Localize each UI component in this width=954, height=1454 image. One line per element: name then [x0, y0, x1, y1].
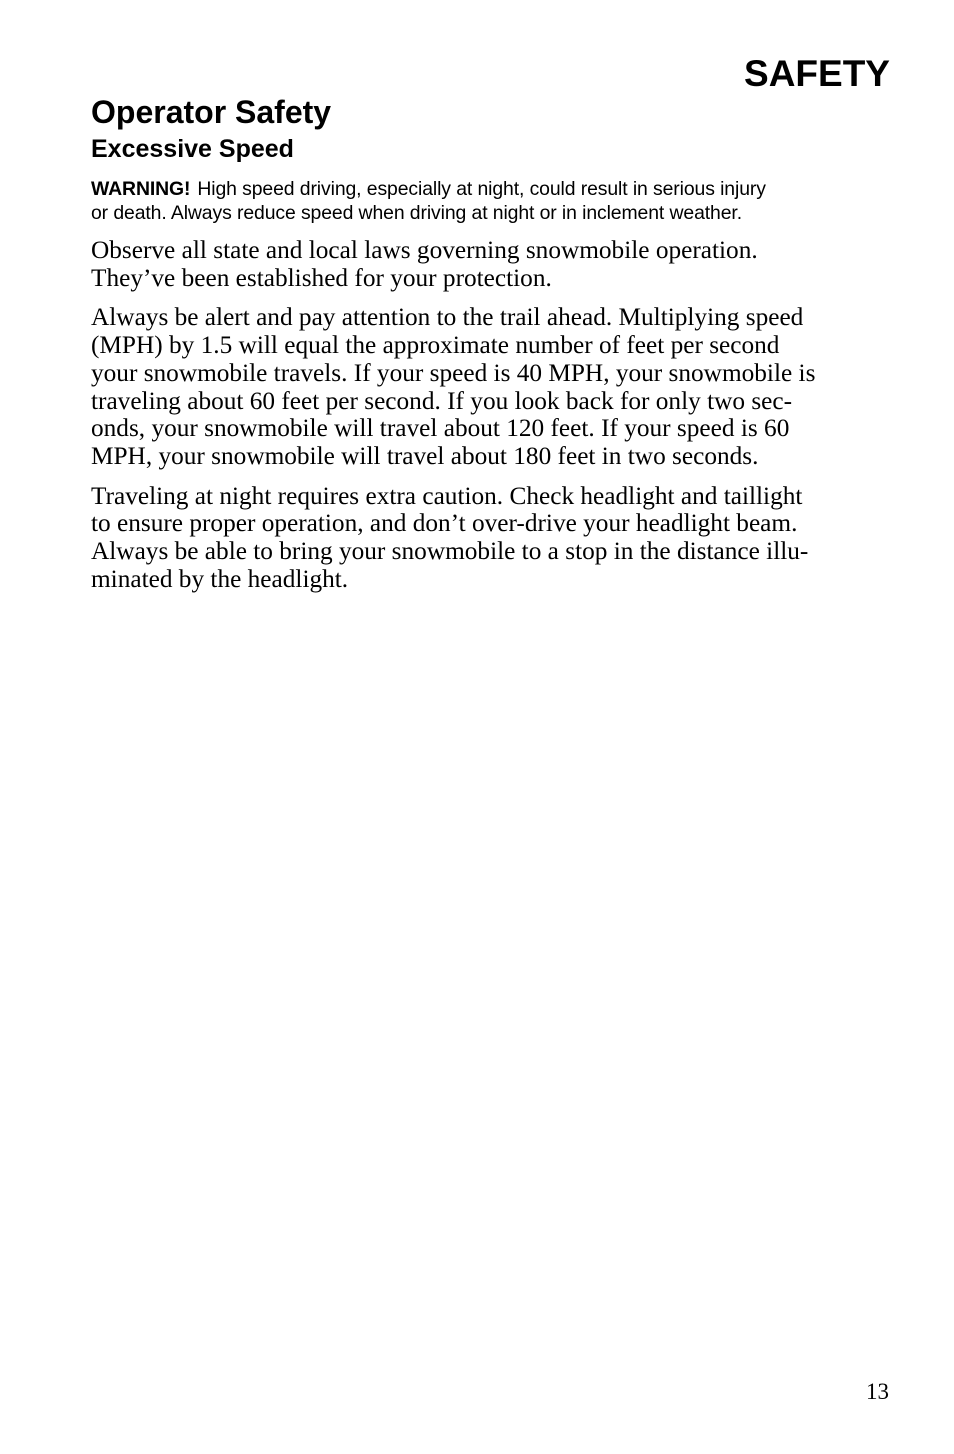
paragraph-line: to ensure proper operation, and don’t over-drive your headlight beam. — [91, 509, 798, 538]
page-content — [91, 92, 891, 593]
paragraph-night-travel — [91, 483, 891, 594]
warning-text-line-1: High speed driving, especially at night, could result in serious injury — [197, 178, 766, 200]
paragraph-line: Observe all state and local laws governing snowmobile operation. — [91, 236, 758, 264]
paragraph-line: Always be alert and pay attention to the trail ahead. Multiplying speed — [91, 303, 804, 332]
warning-notice — [91, 177, 891, 225]
paragraph-line: Always be able to bring your snowmobile to a stop in the distance illu- — [91, 537, 809, 566]
section-subtitle: Excessive Speed — [91, 135, 294, 163]
page-title: Operator Safety — [91, 94, 332, 130]
warning-label: WARNING! — [91, 178, 191, 200]
paragraph-line: traveling about 60 feet per second. If you look back for only two sec- — [91, 386, 793, 415]
paragraph-line: They’ve been established for your protection. — [91, 263, 552, 292]
paragraph-laws — [91, 237, 891, 292]
warning-text-line-2: or death. Always reduce speed when driving at night or in inclement weather. — [91, 202, 742, 224]
paragraph-line: minated by the headlight. — [91, 564, 349, 593]
paragraph-line: (MPH) by 1.5 will equal the approximate number of feet per second — [91, 331, 780, 360]
paragraph-line: MPH, your snowmobile will travel about 180 feet in two seconds. — [91, 441, 759, 470]
section-header: SAFETY — [744, 53, 890, 94]
paragraph-line: onds, your snowmobile will travel about 120 feet. If your speed is 60 — [91, 414, 790, 443]
paragraph-speed — [91, 304, 891, 470]
page-number: 13 — [866, 1379, 889, 1404]
paragraph-line: Traveling at night requires extra caution. Check headlight and taillight — [91, 481, 803, 510]
paragraph-line: your snowmobile travels. If your speed is 40 MPH, your snowmobile is — [91, 358, 816, 387]
